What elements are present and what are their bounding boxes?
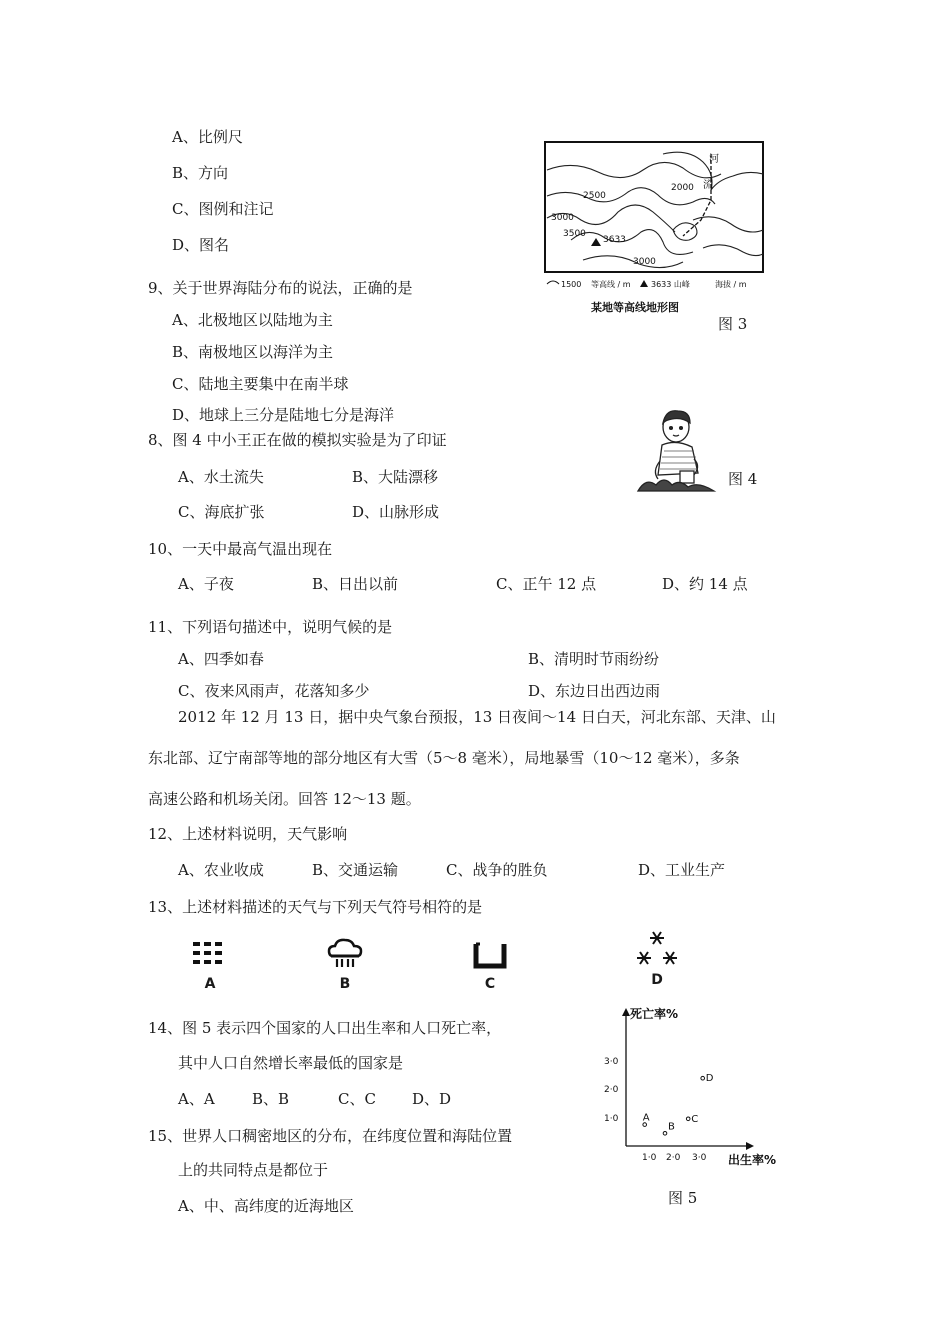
question-9-stem: 9、关于世界海陆分布的说法，正确的是 bbox=[148, 279, 413, 297]
question-11-stem: 11、下列语句描述中，说明气候的是 bbox=[148, 618, 393, 636]
weather-symbol-c bbox=[470, 940, 510, 992]
y-tick-2: 2·0 bbox=[604, 1085, 619, 1095]
q10-option-a: A、子夜 bbox=[178, 575, 234, 593]
figure-3-contour-map bbox=[543, 140, 767, 320]
contour-label-3500: 3500 bbox=[563, 229, 586, 239]
question-15-stem-2: 上的共同特点是都位于 bbox=[178, 1161, 329, 1179]
legend-contour-text: 等高线 / m bbox=[591, 280, 631, 289]
fog-icon bbox=[190, 938, 230, 970]
rain-cloud-icon bbox=[325, 936, 365, 970]
q11-option-b: B、清明时节雨纷纷 bbox=[528, 650, 660, 668]
q8-option-a: A、水土流失 bbox=[178, 468, 264, 486]
data-label-b: B bbox=[668, 1121, 675, 1133]
y-axis-label: 死亡率% bbox=[630, 1007, 679, 1021]
q10-option-c: C、正午 12 点 bbox=[496, 575, 597, 593]
passage-line-3: 高速公路和机场关闭。回答 12～13 题。 bbox=[148, 790, 421, 808]
symbol-label-d: D bbox=[651, 972, 663, 988]
legend-altitude-text: 海拔 / m bbox=[715, 280, 747, 289]
symbol-label-b: B bbox=[339, 976, 351, 992]
q8-option-d: D、山脉形成 bbox=[352, 503, 440, 521]
question-12-stem: 12、上述材料说明，天气影响 bbox=[148, 825, 348, 843]
question-14-stem-2: 其中人口自然增长率最低的国家是 bbox=[178, 1054, 404, 1072]
weather-symbol-b bbox=[325, 936, 365, 992]
question-10-stem: 10、一天中最高气温出现在 bbox=[148, 540, 333, 558]
question-13-stem: 13、上述材料描述的天气与下列天气符号相符的是 bbox=[148, 898, 483, 916]
q14-option-b: B、B bbox=[252, 1090, 290, 1108]
figure-3-title: 某地等高线地形图 bbox=[591, 301, 679, 314]
figure-5-scatter-chart bbox=[598, 1000, 788, 1172]
snowflake-icon bbox=[632, 928, 682, 972]
symbol-label-a: A bbox=[204, 976, 216, 992]
data-label-a: A bbox=[642, 1112, 650, 1124]
figure-4-caption: 图 4 bbox=[728, 470, 758, 488]
y-tick-3: 3·0 bbox=[604, 1057, 619, 1067]
q9-option-b: B、南极地区以海洋为主 bbox=[172, 343, 334, 361]
river-char-2: 流 bbox=[703, 180, 713, 191]
data-point-c bbox=[686, 1117, 690, 1121]
peak-label: 3633 bbox=[603, 235, 626, 245]
data-label-c: C bbox=[691, 1113, 699, 1125]
question-15-stem-1: 15、世界人口稠密地区的分布，在纬度位置和海陆位置 bbox=[148, 1127, 513, 1145]
river-char-1: 河 bbox=[709, 154, 719, 165]
q12-option-a: A、农业收成 bbox=[178, 861, 264, 879]
q9-option-d: D、地球上三分是陆地七分是海洋 bbox=[172, 406, 395, 424]
x-axis-label: 出生率% bbox=[728, 1153, 777, 1167]
option-d: D、图名 bbox=[172, 236, 230, 254]
q10-option-d: D、约 14 点 bbox=[662, 575, 748, 593]
q9-option-a: A、北极地区以陆地为主 bbox=[172, 311, 333, 329]
figure-3-caption: 图 3 bbox=[718, 315, 748, 333]
passage-line-1: 2012 年 12 月 13 日，据中央气象台预报，13 日夜间～14 日白天，河北东部、天津、山 bbox=[178, 708, 776, 726]
contour-label-2500: 2500 bbox=[583, 191, 606, 201]
figure-5-caption: 图 5 bbox=[668, 1189, 698, 1207]
weather-symbol-d bbox=[632, 928, 682, 988]
q8-option-b: B、大陆漂移 bbox=[352, 468, 439, 486]
q9-option-c: C、陆地主要集中在南半球 bbox=[172, 375, 349, 393]
x-axis-arrow bbox=[746, 1142, 754, 1150]
q12-option-b: B、交通运输 bbox=[312, 861, 399, 879]
weather-symbol-a bbox=[190, 938, 230, 992]
data-point-b bbox=[663, 1132, 667, 1136]
question-14-stem-1: 14、图 5 表示四个国家的人口出生率和人口死亡率， bbox=[148, 1019, 502, 1037]
data-label-d: D bbox=[705, 1073, 714, 1085]
contour-label-2000: 2000 bbox=[671, 183, 694, 193]
passage-line-2: 东北部、辽宁南部等地的部分地区有大雪（5～8 毫米），局地暴雪（10～12 毫米），多条 bbox=[148, 749, 740, 767]
q14-option-c: C、C bbox=[338, 1090, 376, 1108]
x-tick-1: 1·0 bbox=[642, 1153, 657, 1163]
q8-option-c: C、海底扩张 bbox=[178, 503, 265, 521]
q11-option-c: C、夜来风雨声，花落知多少 bbox=[178, 682, 370, 700]
option-c: C、图例和注记 bbox=[172, 200, 274, 218]
dust-bracket-icon bbox=[470, 940, 510, 970]
symbol-label-c: C bbox=[484, 976, 496, 992]
x-tick-2: 2·0 bbox=[666, 1153, 681, 1163]
q12-option-d: D、工业生产 bbox=[638, 861, 726, 879]
q14-option-d: D、D bbox=[412, 1090, 452, 1108]
contour-label-3000-lower: 3000 bbox=[633, 257, 656, 267]
legend-contour-value: 1500 bbox=[561, 280, 582, 289]
figure-4-child-experiment-illustration bbox=[636, 405, 718, 495]
option-a: A、比例尺 bbox=[172, 128, 243, 146]
q11-option-a: A、四季如春 bbox=[178, 650, 264, 668]
y-tick-1: 1·0 bbox=[604, 1114, 619, 1124]
x-tick-3: 3·0 bbox=[692, 1153, 707, 1163]
q12-option-c: C、战争的胜负 bbox=[446, 861, 548, 879]
option-b: B、方向 bbox=[172, 164, 229, 182]
q11-option-d: D、东边日出西边雨 bbox=[528, 682, 661, 700]
contour-label-3000: 3000 bbox=[551, 213, 574, 223]
data-point-d bbox=[701, 1076, 705, 1080]
q14-option-a: A、A bbox=[178, 1090, 215, 1108]
q10-option-b: B、日出以前 bbox=[312, 575, 399, 593]
legend-peak-text: 3633 山峰 bbox=[651, 280, 690, 289]
question-8-stem: 8、图 4 中小王正在做的模拟实验是为了印证 bbox=[148, 431, 447, 449]
legend-peak-icon bbox=[640, 280, 648, 287]
q15-option-a: A、中、高纬度的近海地区 bbox=[178, 1197, 354, 1215]
y-axis-arrow bbox=[622, 1008, 630, 1016]
